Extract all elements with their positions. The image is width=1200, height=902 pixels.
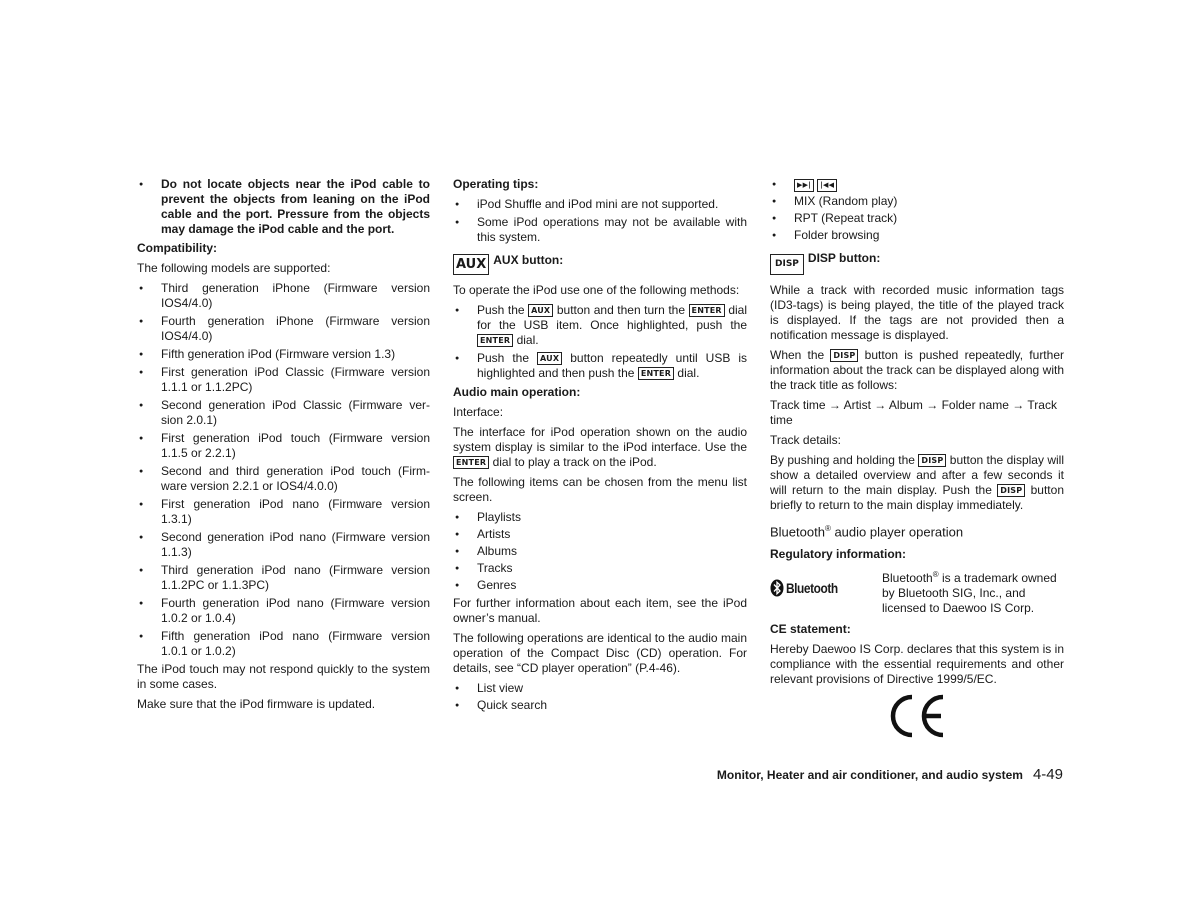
bluetooth-section-title [770,521,1064,539]
aux-section-heading [453,253,747,275]
disp-key-icon: DISP [918,454,946,467]
disp-key-icon: DISP [830,349,858,362]
column-right [770,177,1064,743]
disp-text: When the [770,348,825,362]
aux-heading-text: AUX button: [493,253,564,267]
ce-mark-wrap [770,693,1064,743]
further-info: For further information about each item, see the iPod owner’s manual. [453,596,747,625]
model-item: ● First generation iPod nano (Firmware version 1.3.1) [137,497,430,527]
page-number: 4-49 [1032,766,1063,783]
model-item: ● Second and third generation iPod touch (Firm-ware version 2.2.1 or IOS4/4.0.0) [137,464,430,494]
enter-key-icon: ENTER [453,456,489,469]
tags-paragraph: While a track with recorded music information tags (ID3-tags) is being played, the title of the played track is displayed. If the tags are not provided then a notification message is displayed. [770,283,1064,342]
skip-back-icon: |◀◀ [817,179,837,192]
enter-key-icon: ENTER [689,304,725,317]
model-item: ● Fifth generation iPod (Firmware version 1.3) [137,347,430,362]
cd-operations-list [770,177,1064,243]
interface-text: dial to play a track on the iPod. [492,455,657,469]
ce-statement-heading: CE statement: [770,622,851,637]
bt-title-text: audio player operation [830,524,964,540]
operating-tips-heading: Operating tips: [453,177,539,191]
regulatory-heading: Regulatory information: [770,547,907,562]
footer-section-title: Monitor, Heater and air conditioner, and audio system [716,768,1023,782]
interface-label: Interface: [453,405,504,419]
disp-key-icon: DISP [997,484,1025,497]
aux-key-icon: AUX [528,304,553,317]
disp-heading-text: DISP button: [807,251,881,265]
registered-mark: ® [932,570,939,580]
model-item: ● First generation iPod touch (Firmware version 1.1.5 or 2.2.1) [137,431,430,461]
bluetooth-logo [770,567,882,609]
ipod-touch-note: The iPod touch may not respond quickly to the system in some cases. [137,662,430,691]
disp-button-icon: DISP [770,254,804,275]
registered-mark: ® [824,524,831,533]
operating-tips-list [453,197,747,245]
supported-models-list [137,281,430,659]
bt-trademark-text: is a trademark owned by Bluetooth SIG, Inc., and licensed to Daewoo IS Corp. [882,571,1057,616]
warning-list [137,177,430,237]
bluetooth-logo-text: Bluetooth [786,579,838,596]
model-item: ● First generation iPod Classic (Firmware version 1.1.1 or 1.1.2PC) [137,365,430,395]
aux-intro: To operate the iPod use one of the following methods: [453,283,740,297]
aux-method-item [453,303,747,348]
menu-item: ● Albums [453,544,747,559]
method-text: button and then turn the [556,303,686,317]
track-details-label: Track details: [770,433,841,447]
skip-forward-icon: ▶▶| [794,179,814,192]
disp-text: button briefly to return to the main display immediately. [770,483,1064,512]
method-text: dial for the USB item. Once highlighted, push the [477,303,748,332]
identical-operations: The following operations are identical to the audio main operation of the Compact Disc (CD) operation. For details, see “CD player operation” (P.4-46). [453,631,747,675]
model-item: ● Second generation iPod nano (Firmware version 1.1.3) [137,530,430,560]
interface-description [453,425,747,470]
operation-item: ● MIX (Random play) [770,194,1064,209]
bt-title-text: Bluetooth [770,524,825,540]
bt-trademark-text: Bluetooth [882,571,933,586]
disp-section-heading [770,251,1064,275]
warning-text: ● Do not locate objects near the iPod cable to prevent the objects from leaning on the iPod cable and the port. Pressure from the objects may damage the iPod cable and the port. [137,177,430,237]
compatibility-heading: Compatibility: [137,241,217,255]
operations-list [453,681,747,713]
method-text: dial. [677,366,700,380]
menu-intro: The following items can be chosen from the menu list screen. [453,475,747,504]
firmware-note: Make sure that the iPod firmware is updated. [137,697,376,711]
disp-text: button the display will show a detailed overview and after a few seconds it will return to the main display. Push the [770,453,1064,497]
bluetooth-rune-icon [770,579,784,597]
method-text: dial. [516,333,539,347]
model-item: ● Third generation iPhone (Firmware version IOS4/4.0) [137,281,430,311]
interface-text: The interface for iPod operation shown on the audio system display is similar to the iPod interface. Use the [453,425,747,454]
menu-items-list [453,510,747,593]
aux-button-icon: AUX [453,254,489,275]
method-text: Push the [477,303,525,317]
model-item: ● Third generation iPod nano (Firmware version 1.1.2PC or 1.1.3PC) [137,563,430,593]
compatibility-intro: The following models are supported: [137,261,331,275]
ce-statement-text: Hereby Daewoo IS Corp. declares that this system is in compliance with the essential requirements and other relevant provisions of Directive 1999/5/EC. [770,642,1064,687]
tip-item: ● iPod Shuffle and iPod mini are not supported. [453,197,747,212]
model-item: ● Second generation iPod Classic (Firmware ver-sion 2.0.1) [137,398,430,428]
aux-methods-list [453,303,747,381]
enter-key-icon: ENTER [477,334,513,347]
skip-keys-item [770,177,1064,192]
disp-text: button is pushed repeatedly, further information about the track can be displayed along with the track title as follows: [770,348,1064,392]
model-item: ● Fifth generation iPod nano (Firmware version 1.0.1 or 1.0.2) [137,629,430,659]
enter-key-icon: ENTER [638,367,674,380]
menu-item: ● Playlists [453,510,747,525]
column-middle [453,177,747,716]
operation-item: ● Quick search [453,698,747,713]
menu-item: ● Artists [453,527,747,542]
column-left [137,177,430,717]
aux-method-item [453,351,747,381]
bluetooth-trademark-text [882,567,1064,616]
method-text: Push the [477,351,530,365]
operation-item: ● List view [453,681,747,696]
method-text: button repeatedly until USB is highlighted and then push the [477,351,747,380]
disp-hold-paragraph [770,453,1064,513]
tip-item: ● Some iPod operations may not be available with this system. [453,215,747,245]
bluetooth-trademark-block [770,567,1064,616]
model-item: ● Fourth generation iPod nano (Firmware version 1.0.2 or 1.0.4) [137,596,430,626]
page-footer [600,767,1063,783]
operation-item: ● Folder browsing [770,228,1064,243]
operation-item: ● RPT (Repeat track) [770,211,1064,226]
menu-item: ● Genres [453,578,747,593]
disp-repeat-paragraph [770,348,1064,393]
track-info-sequence: Track time → Artist → Album → Folder name → Track time [770,398,1057,427]
ce-mark-icon [887,693,947,739]
aux-key-icon: AUX [537,352,562,365]
disp-text: By pushing and holding the [770,453,915,467]
menu-item: ● Tracks [453,561,747,576]
model-item: ● Fourth generation iPhone (Firmware version IOS4/4.0) [137,314,430,344]
audio-main-heading: Audio main operation: [453,385,581,399]
